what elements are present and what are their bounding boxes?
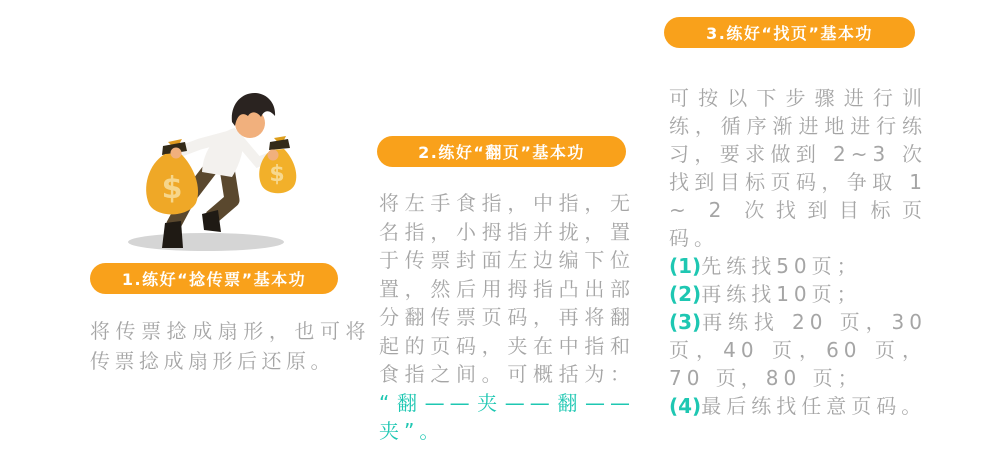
step3-item-2-number: (2) [669,282,702,306]
step3-item-4-number: (4) [669,394,702,418]
step3-item-1 [669,252,927,280]
step3-item-2-text: 再练找10页； [701,282,862,306]
step3-item-3-text: 再练找 20 页，30 页，40 页，60 页，70 页，80 页； [669,310,927,390]
dollar-sign-left: $ [161,171,183,206]
step2-paragraph: 将左手食指，中指，无名指，小拇指并拢，置于传票封面左边编下位置，然后用拇指凸出部分翻传票页码，再将翻起的页码，夹在中指和食指之间。可概括为： [379,191,635,386]
step1-body-text [90,316,370,376]
left-hand [171,148,182,159]
step3-item-4-text: 最后练找任意页码。 [701,394,927,418]
step3-item-3-number: (3) [669,310,702,334]
step2-banner-label: 2.练好“翻页”基本功 [418,143,585,162]
step3-item-2 [669,280,927,308]
money-runner-illustration [118,76,323,256]
dollar-sign-right: $ [269,162,285,187]
step1-banner-label: 1.练好“捻传票”基本功 [121,270,307,289]
step3-item-4 [669,392,927,420]
step1-paragraph: 将传票捻成扇形，也可将传票捻成扇形后还原。 [90,319,370,373]
step3-banner-label: 3.练好“找页”基本功 [706,24,873,43]
money-bag-right [259,136,296,193]
front-shoe [162,221,183,248]
step2-highlight-phrase: “翻——夹——翻——夹”。 [379,390,635,443]
step3-intro: 可按以下步骤进行训练，循序渐进地进行练习，要求做到 2~3 次找到目标页码，争取 1 ~ 2 次找到目标页码。 [669,86,927,250]
back-shoe [202,210,221,232]
ground-shadow [128,233,284,251]
right-hand [268,150,279,161]
step3-item-3 [669,308,927,392]
step3-banner [664,17,915,48]
step2-body-text [379,189,635,446]
step3-item-1-text: 先练找50页； [701,254,862,278]
step3-body-text [669,84,927,420]
step2-banner [377,136,626,167]
step3-item-1-number: (1) [669,254,702,278]
step1-banner [90,263,338,294]
